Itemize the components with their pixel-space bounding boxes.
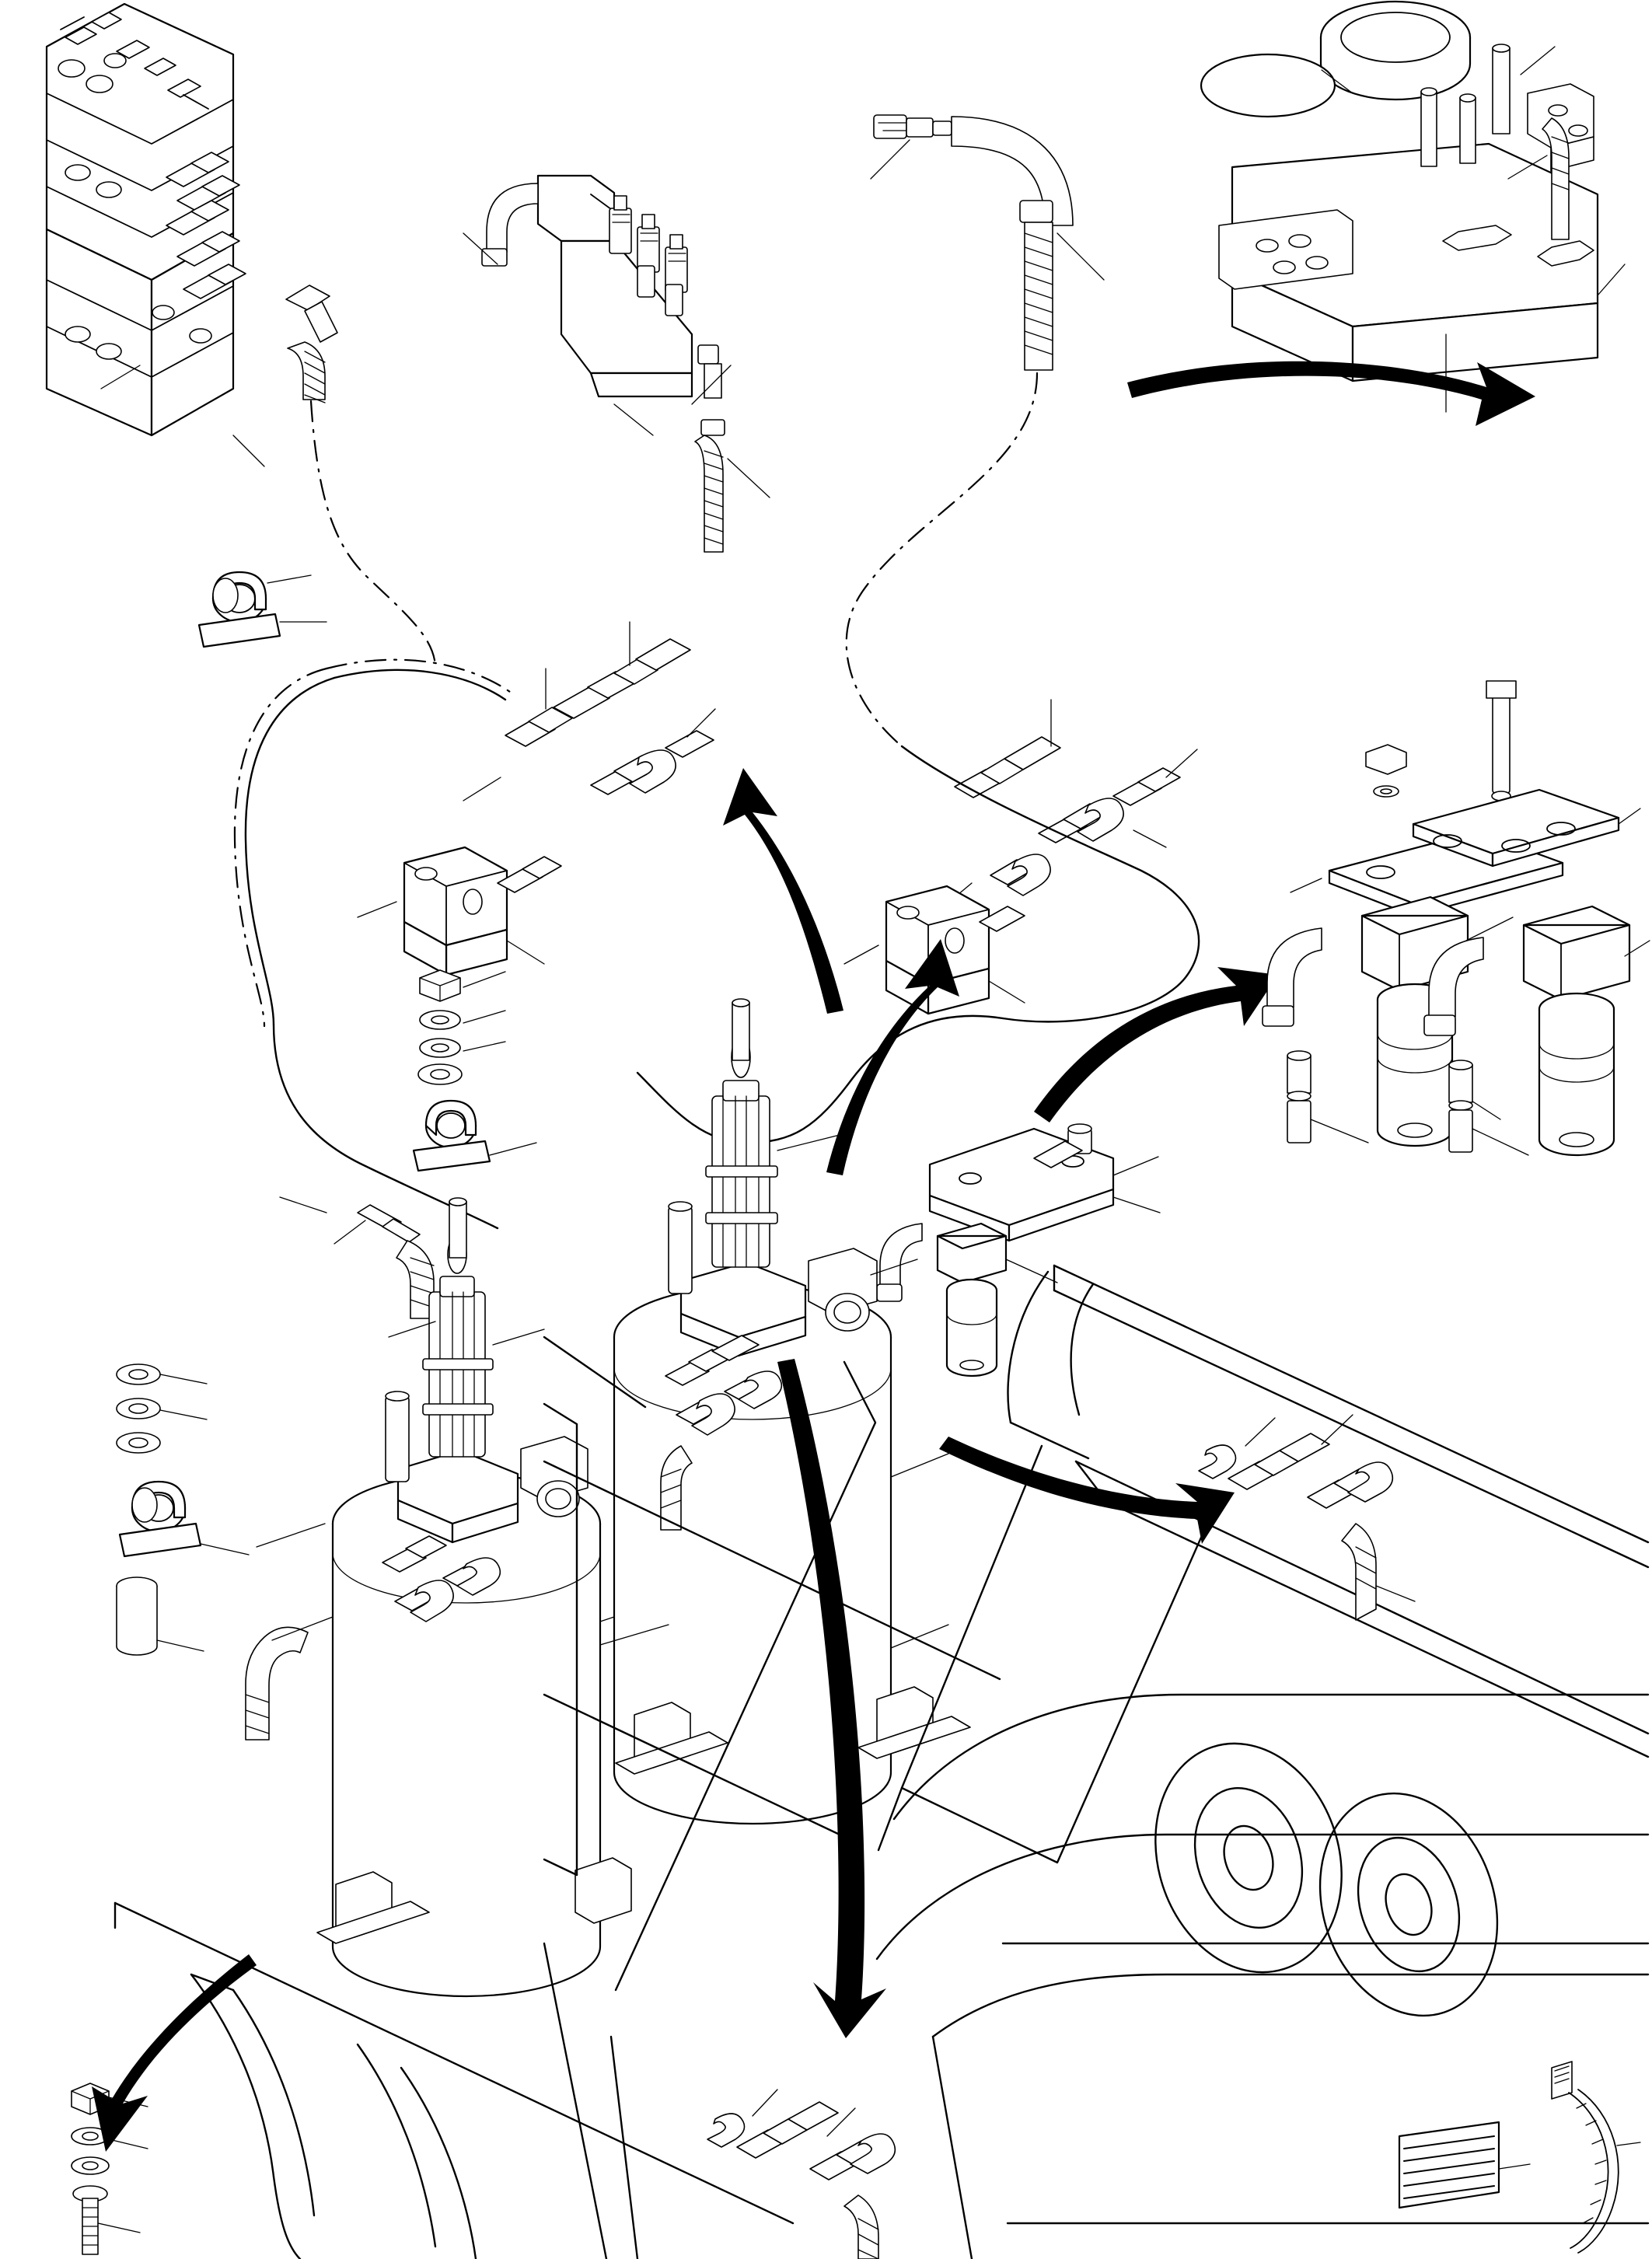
fitting-group-upper-left-valve — [463, 622, 715, 801]
arrow-to-filters — [1034, 967, 1278, 1123]
arrow-to-left-valve-block — [723, 768, 843, 1014]
fitting-group-bottom — [707, 2090, 895, 2259]
pipe-clamp-center-left — [414, 1101, 490, 1171]
fitting-group-center — [944, 700, 1197, 906]
hydraulic-filter-left — [1263, 897, 1513, 1146]
control-valve-stack-assembly — [47, 4, 246, 435]
hydraulic-hose-upper-right — [847, 115, 1104, 746]
hose-assembly-left-long — [235, 660, 510, 1318]
valve-block-small-left — [358, 847, 561, 975]
arrow-to-upper-right-manifold — [1127, 361, 1535, 426]
lubrication-pump-bracket — [877, 1124, 1158, 1376]
track-roller-group — [877, 1695, 1648, 2259]
fitting-group-right — [1199, 1415, 1415, 1620]
bolt-washer-nut-stack-center-left — [414, 970, 536, 1171]
arrow-to-fitting-group-right — [939, 1437, 1235, 1544]
filter-mounting-bracket — [1291, 681, 1640, 916]
accumulator-cylinder-left — [246, 1198, 669, 1996]
pipe-clamp-upper-left — [199, 572, 327, 647]
hose-from-valve-stack — [286, 285, 435, 669]
corrugated-protective-sleeve — [1399, 2122, 1530, 2208]
solenoid-valve-manifold — [482, 176, 770, 552]
pipe-clamp-lower-left — [117, 1364, 249, 1655]
hydraulic-filter-right — [1424, 906, 1650, 1155]
accumulator-cylinder-center — [544, 999, 970, 1824]
arrow-down-left-to-bolt-group — [92, 1954, 257, 2152]
